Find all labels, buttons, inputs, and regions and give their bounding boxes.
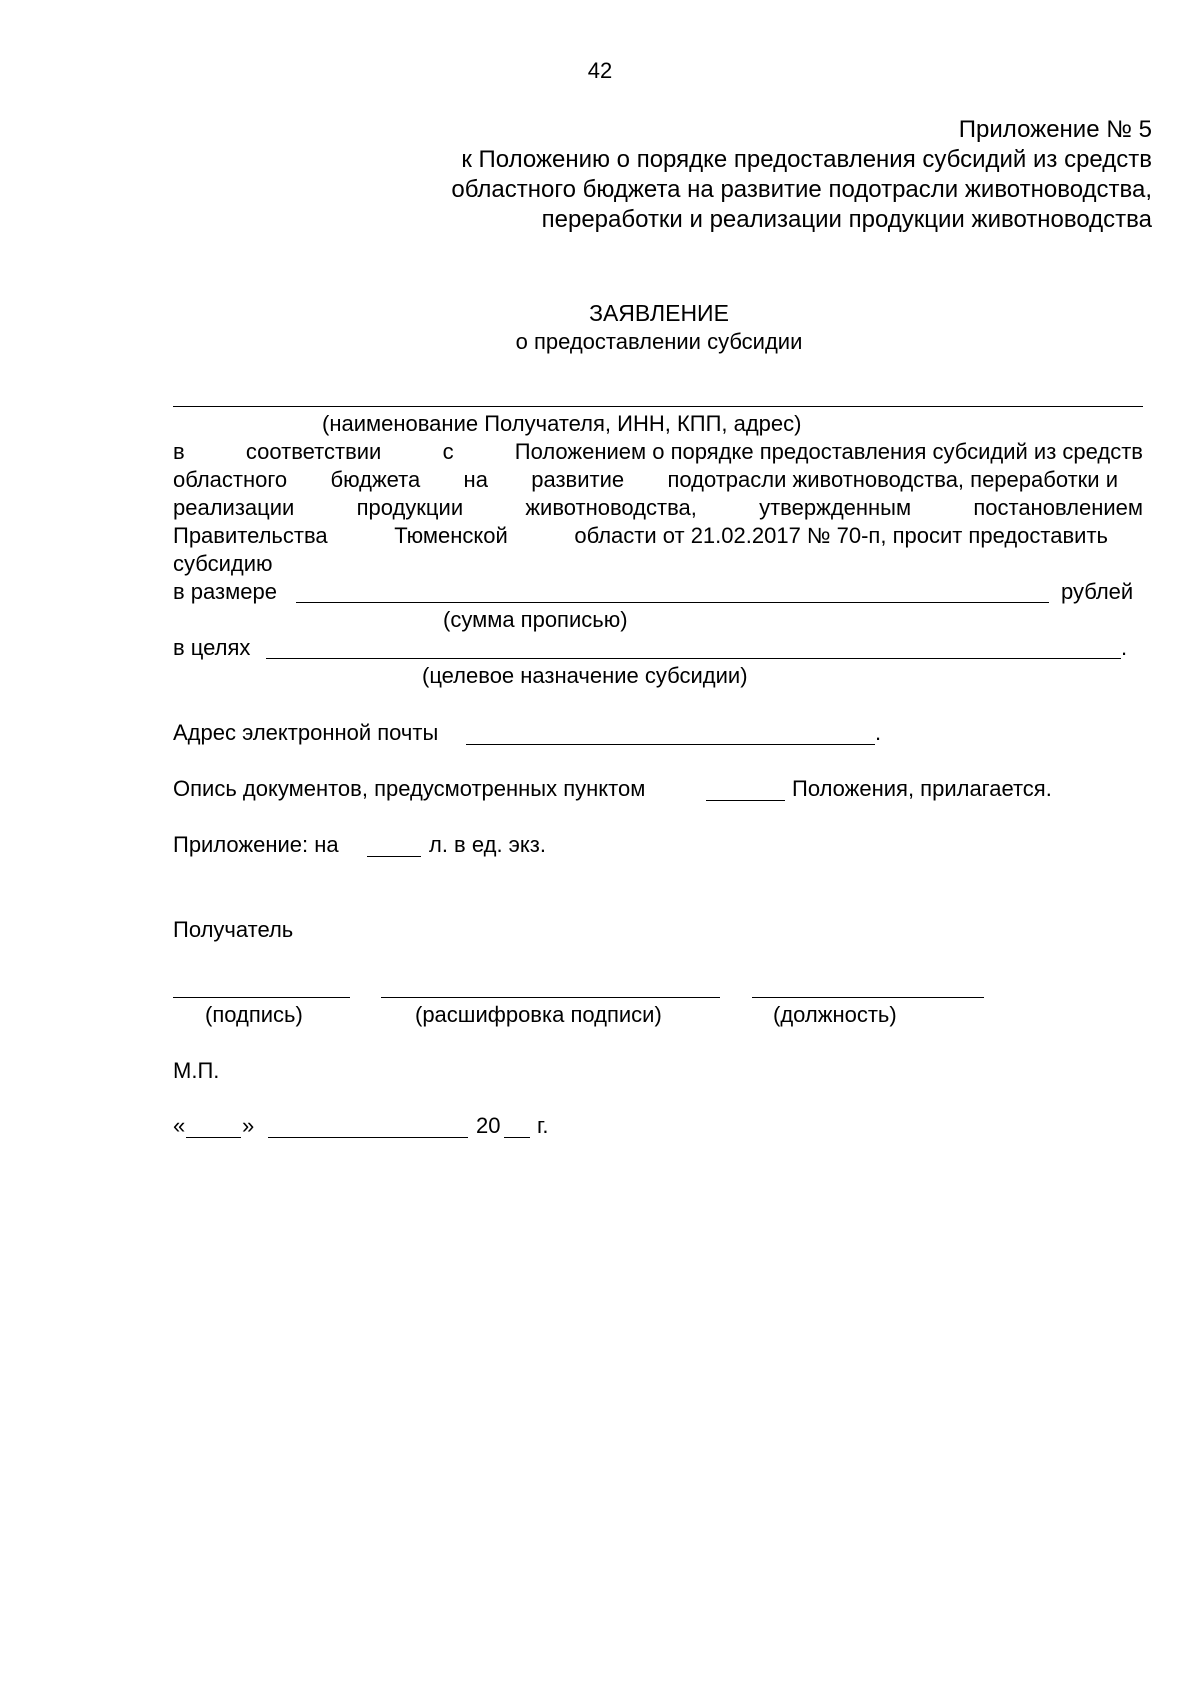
document-title: ЗАЯВЛЕНИЕ [589,300,729,326]
purpose-label: в целях [173,635,251,660]
appendix-line-3: областного бюджета на развитие подотрасли животноводства, [451,176,1152,203]
purpose-field[interactable] [266,658,1121,659]
body-line-5: субсидию [173,551,273,576]
appendix-line-4: переработки и реализации продукции животноводства [541,206,1152,233]
page-number: 42 [587,58,613,83]
appendix-line-1: Приложение № 5 [958,116,1152,143]
document-subtitle: о предоставлении субсидии [515,329,803,354]
signature-decode-caption: (расшифровка подписи) [415,1002,662,1027]
date-year-field[interactable] [504,1137,530,1138]
date-close-quote: » [242,1113,255,1138]
signature-line[interactable] [173,997,350,998]
position-line[interactable] [752,997,984,998]
date-month-field[interactable] [268,1137,468,1138]
date-year-suffix: г. [537,1113,549,1138]
attachment-pages-field[interactable] [367,856,421,857]
attachment-prefix: Приложение: на [173,832,339,857]
purpose-suffix: . [1121,635,1128,660]
date-day-field[interactable] [186,1137,241,1138]
amount-caption: (сумма прописью) [443,607,628,632]
date-open-quote: « [173,1113,186,1138]
recipient-caption: (наименование Получателя, ИНН, КПП, адрес) [322,411,802,436]
stamp-label: М.П. [173,1058,220,1083]
amount-label: в размере [173,579,277,604]
body-line-4: Правительства Тюменской области от 21.02.2017 № 70-п, просит предоставить [173,523,1108,548]
position-caption: (должность) [773,1002,897,1027]
email-suffix: . [875,720,882,745]
appendix-header [252,115,1152,235]
body-line-3: реализации продукции животноводства, утвержденным постановлением [173,495,1143,520]
signature-decode-line[interactable] [381,997,720,998]
body-line-2: областного бюджета на развитие подотрасли животноводства, переработки и [173,467,1118,492]
recipient-line [173,406,1143,407]
amount-suffix: рублей [1061,579,1134,604]
email-field[interactable] [466,744,875,745]
body-line-1: в соответствии с Положением о порядке предоставления субсидий из средств [173,439,1143,464]
inventory-prefix: Опись документов, предусмотренных пунктом [173,776,646,801]
appendix-line-2: к Положению о порядке предоставления субсидий из средств [461,146,1152,173]
email-label: Адрес электронной почты [173,720,439,745]
date-year-prefix: 20 [476,1113,501,1138]
inventory-clause-field[interactable] [706,800,785,801]
purpose-caption: (целевое назначение субсидии) [422,663,748,688]
inventory-suffix: Положения, прилагается. [792,776,1052,801]
recipient-label: Получатель [173,917,294,942]
amount-field[interactable] [296,602,1049,603]
attachment-suffix: л. в ед. экз. [429,832,546,857]
signature-caption: (подпись) [205,1002,303,1027]
